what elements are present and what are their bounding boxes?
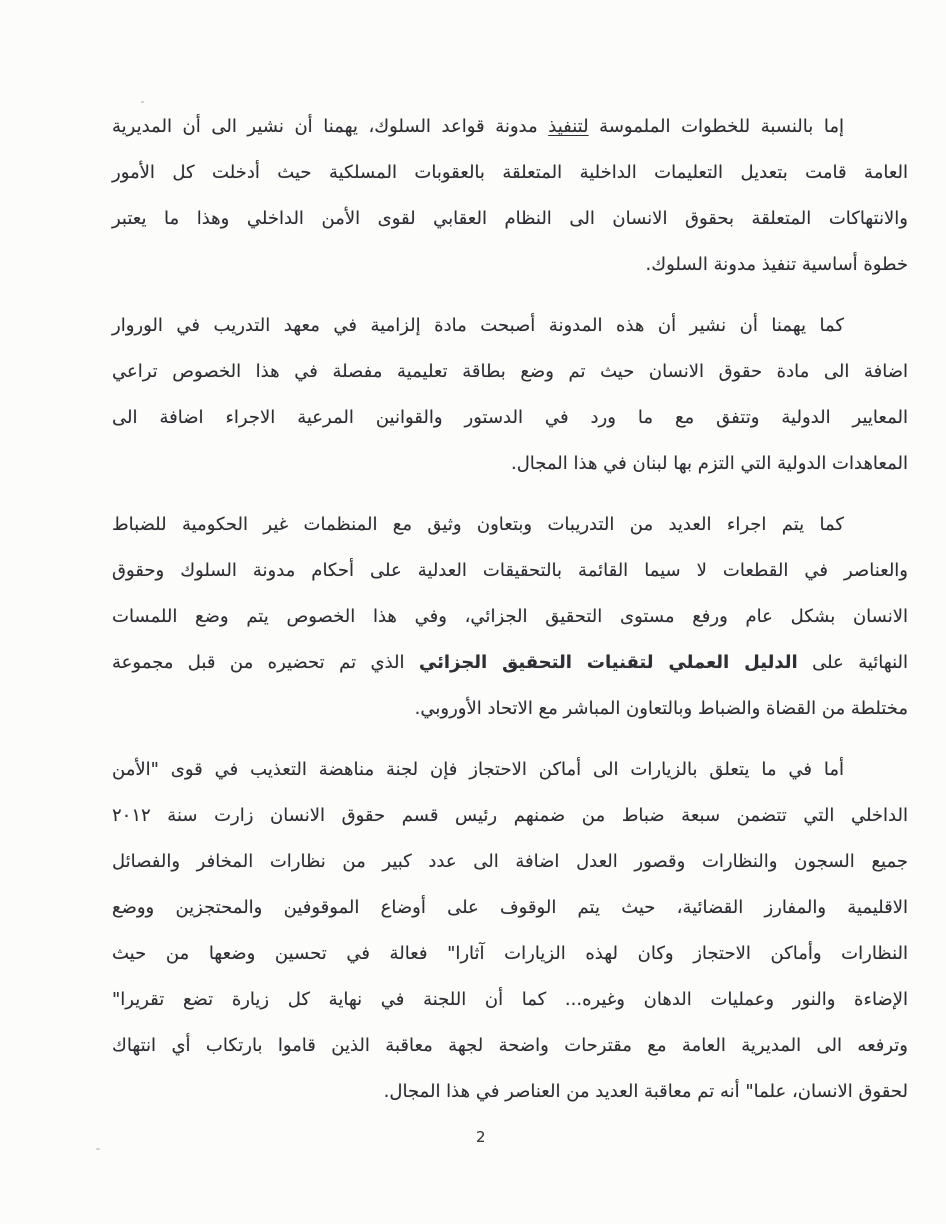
text-line: مختلطة من القضاة والضباط وبالتعاون المباشر مع الاتحاد الأوروبي. [414,698,908,719]
text-line: المعايير الدولية وتتفق مع ما ورد في الدستور والقوانين المرعية الاجراء اضافة الى [112,407,908,428]
text-segment: النهائية على [797,652,908,673]
paragraph-4 [112,747,908,1115]
text-line: لحقوق الانسان، علما" أنه تم معاقبة العديد من العناصر في هذا المجال. [383,1081,908,1102]
text-line: وترفعه الى المديرية العامة مع مقترحات واضحة لجهة معاقبة الذين قاموا بارتكاب أي انتهاك [112,1035,908,1056]
text-line: الإضاءة والنور وعمليات الدهان وغيره... كما أن اللجنة في نهاية كل زيارة تضع تقريرا" [112,989,908,1010]
page-number: 2 [476,1128,486,1146]
scan-speckle [141,101,144,103]
text-segment: الذي تم تحضيره من قبل مجموعة [112,652,419,673]
scan-speckle [96,1148,100,1150]
text-segment: إما بالنسبة للخطوات الملموسة [588,116,844,137]
paragraph-2 [112,303,908,487]
text-segment: مدونة قواعد السلوك، يهمنا أن نشير الى أن المديرية [112,116,549,137]
text-line: الداخلي التي تتضمن سبعة ضباط من ضمنهم رئيس قسم حقوق الانسان زارت سنة ٢٠١٢ [112,805,908,826]
bold-phrase: الدليل العملي لتقنيات التحقيق الجزائي [418,652,798,673]
text-line: اضافة الى مادة حقوق الانسان حيث تم وضع بطاقة تعليمية مفصلة في هذا الخصوص تراعي [112,361,908,382]
text-line: المعاهدات الدولية التي التزم بها لبنان في هذا المجال. [510,453,908,474]
text-line: الانسان بشكل عام ورفع مستوى التحقيق الجزائي، وفي هذا الخصوص يتم وضع اللمسات [112,606,908,627]
text-line: النظارات وأماكن الاحتجاز وكان لهذه الزيارات آثارا" فعالة في تحسين وضعها من حيث [112,943,908,964]
text-line: كما يتم اجراء العديد من التدريبات وبتعاون وثيق مع المنظمات غير الحكومية للضباط [112,514,844,535]
text-line: العامة قامت بتعديل التعليمات الداخلية المتعلقة بالعقوبات المسلكية حيث أدخلت كل الأمور [112,162,908,183]
document-body-text [112,104,908,1130]
text-line: خطوة أساسية تنفيذ مدونة السلوك. [645,254,908,275]
paragraph-1 [112,104,908,288]
text-line [112,640,908,686]
underlined-phrase: لتنفيذ [548,116,589,137]
text-line: الاقليمية والمفارز القضائية، حيث يتم الوقوف على أوضاع الموقوفين والمحتجزين ووضع [112,897,908,918]
text-line: كما يهمنا أن نشير أن هذه المدونة أصبحت مادة إلزامية في معهد التدريب في الوروار [112,315,844,336]
text-line [112,104,908,150]
text-line: والانتهاكات المتعلقة بحقوق الانسان الى النظام العقابي لقوى الأمن الداخلي وهذا ما يعتبر [112,208,908,229]
text-line: أما في ما يتعلق بالزيارات الى أماكن الاحتجاز فإن لجنة مناهضة التعذيب في قوى "الأمن [112,759,844,780]
paragraph-3 [112,502,908,732]
text-line: جميع السجون والنظارات وقصور العدل اضافة الى عدد كبير من نظارات المخافر والفصائل [112,851,908,872]
text-line: والعناصر في القطعات لا سيما القائمة بالتحقيقات العدلية على أحكام مدونة السلوك وحقوق [112,560,908,581]
